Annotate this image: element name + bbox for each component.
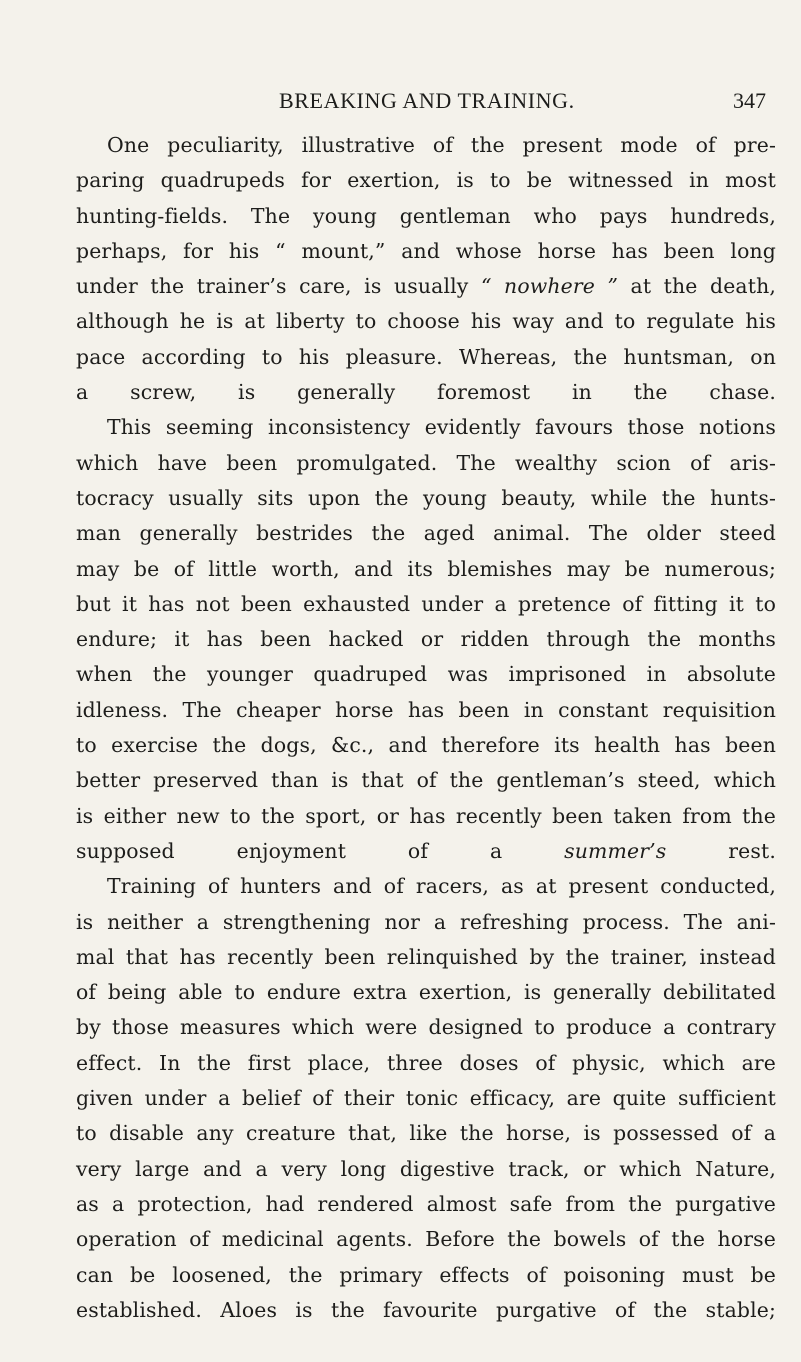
paragraph-3 (76, 869, 776, 1328)
text-line: mal that has recently been relinquished by the trainer, instead (76, 944, 776, 969)
text-line: This seeming inconsistency evidently favours those notions (107, 415, 776, 440)
text-line: when the younger quadruped was imprisoned in absolute (76, 662, 776, 687)
text-line: pace according to his pleasure. Whereas, the huntsman, on (76, 344, 776, 369)
text-line: perhaps, for his “ mount,” and whose horse has been long (76, 238, 776, 263)
running-title: BREAKING AND TRAINING. (279, 88, 575, 113)
text-line: idleness. The cheaper horse has been in constant requisition (76, 697, 776, 722)
page-number: 347 (733, 88, 766, 113)
text-line: hunting-fields. The young gentleman who pays hundreds, (76, 203, 776, 228)
text-line: can be loosened, the primary effects of poisoning must be (76, 1262, 776, 1287)
text-line (76, 269, 776, 304)
text-line: given under a belief of their tonic efficacy, are quite sufficient (76, 1086, 776, 1111)
text-line: which have been promulgated. The wealthy scion of aris- (76, 450, 776, 475)
text-line (76, 834, 776, 869)
text-line: better preserved than is that of the gentleman’s steed, which (76, 768, 776, 793)
text-line: a screw, is generally foremost in the chase. (76, 380, 776, 405)
text-line: is either new to the sport, or has recently been taken from the (76, 803, 776, 828)
text-line: paring quadrupeds for exertion, is to be witnessed in most (76, 168, 776, 193)
paragraph-2 (76, 410, 776, 869)
italic-word: summer’s (564, 838, 667, 863)
text-line: although he is at liberty to choose his way and to regulate his (76, 309, 776, 334)
text-line: to exercise the dogs, &c., and therefore its health has been (76, 733, 776, 758)
text-line: as a protection, had rendered almost safe from the purgative (76, 1191, 776, 1216)
text-line: by those measures which were designed to produce a contrary (76, 1015, 776, 1040)
text-line: very large and a very long digestive track, or which Nature, (76, 1156, 776, 1181)
text-line: is neither a strengthening nor a refreshing process. The ani- (76, 909, 776, 934)
text-segment: under the trainer’s care, is usually (76, 274, 469, 299)
text-line: of being able to endure extra exertion, is generally debilitated (76, 980, 776, 1005)
text-line: established. Aloes is the favourite purgative of the stable; (76, 1297, 776, 1322)
italic-quote: “ nowhere ” (480, 274, 619, 299)
text-segment: rest. (728, 838, 776, 863)
text-line: but it has not been exhausted under a pretence of fitting it to (76, 591, 776, 616)
text-line: tocracy usually sits upon the young beauty, while the hunts- (76, 485, 776, 510)
text-line: endure; it has been hacked or ridden through the months (76, 627, 776, 652)
text-line: man generally bestrides the aged animal. The older steed (76, 521, 776, 546)
text-segment: at the death, (630, 274, 776, 299)
text-line: effect. In the first place, three doses of physic, which are (76, 1050, 776, 1075)
text-line: may be of little worth, and its blemishes may be numerous; (76, 556, 776, 581)
paragraph-1 (76, 128, 776, 410)
text-line: to disable any creature that, like the horse, is possessed of a (76, 1121, 776, 1146)
text-line: Training of hunters and of racers, as at present conducted, (107, 874, 776, 899)
text-line: operation of medicinal agents. Before the bowels of the horse (76, 1227, 776, 1252)
text-line: One peculiarity, illustrative of the present mode of pre- (107, 133, 776, 157)
body-text (76, 128, 776, 1328)
text-segment: supposed enjoyment of a (76, 838, 503, 863)
page-header (0, 88, 801, 118)
